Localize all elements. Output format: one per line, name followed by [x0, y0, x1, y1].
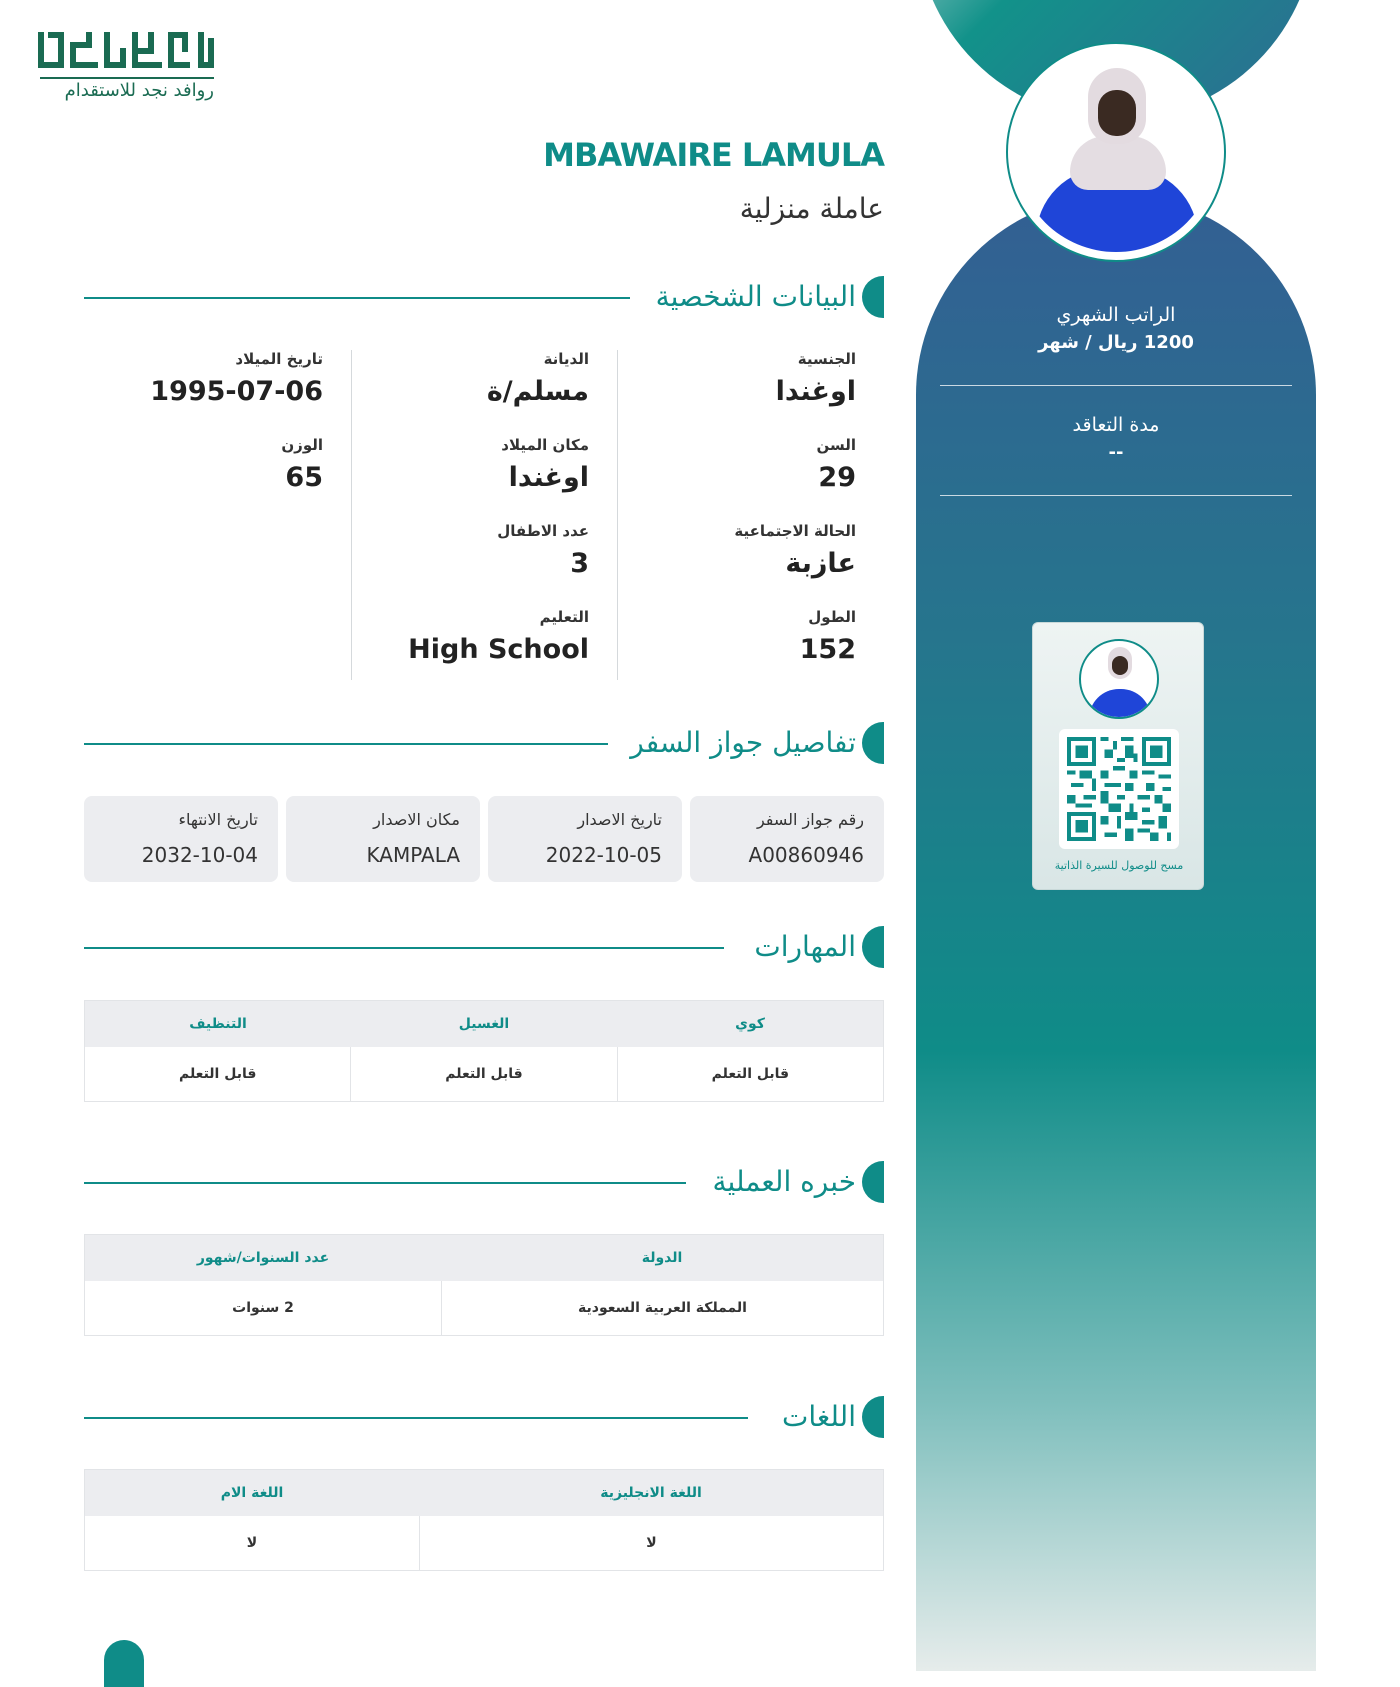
field-religion: الديانة مسلم/ة	[486, 350, 589, 407]
company-logo	[38, 28, 218, 108]
section-title: اللغات	[782, 1400, 856, 1433]
field-nationality: الجنسية اوغندا	[775, 350, 856, 407]
table-header: اللغة الانجليزية اللغة الام	[85, 1470, 883, 1516]
passport-number-card: رقم جواز السفر A00860946	[690, 796, 884, 882]
qr-code-icon[interactable]	[1059, 729, 1179, 849]
salary-block	[940, 304, 1292, 353]
contract-label: مدة التعاقد	[1072, 414, 1160, 436]
table-header: كوي الغسيل التنظيف	[85, 1001, 883, 1047]
qr-caption: مسح للوصول للسيرة الذاتية	[1054, 859, 1184, 872]
sidebar-divider	[940, 385, 1292, 386]
section-title: تفاصيل جواز السفر	[630, 726, 856, 759]
bottom-decoration	[104, 1640, 144, 1687]
candidate-name: MBAWAIRE LAMULA	[543, 136, 884, 174]
table-row: المملكة العربية السعودية 2 سنوات	[85, 1281, 883, 1335]
passport-expiry-card: تاريخ الانتهاء 2032-10-04	[84, 796, 278, 882]
skills-table	[84, 1000, 884, 1102]
personal-data-grid	[84, 350, 884, 680]
section-tab	[862, 276, 884, 318]
field-birth-place: مكان الميلاد اوغندا	[501, 436, 589, 493]
contract-block	[940, 414, 1292, 463]
salary-label: الراتب الشهري	[1056, 304, 1176, 326]
contract-value: --	[1108, 442, 1124, 463]
field-height: الطول 152	[799, 608, 856, 665]
field-marital-status: الحالة الاجتماعية عازبة	[734, 522, 856, 579]
section-header-personal	[84, 276, 884, 318]
qr-avatar	[1079, 639, 1159, 719]
section-tab	[862, 926, 884, 968]
personal-column	[352, 350, 618, 680]
field-weight: الوزن 65	[281, 436, 323, 493]
logo-mark-icon	[38, 28, 214, 74]
qr-card[interactable]	[1032, 622, 1204, 890]
profile-photo	[1006, 42, 1226, 262]
table-row: لا لا	[85, 1516, 883, 1570]
personal-column	[86, 350, 352, 680]
sidebar	[916, 0, 1316, 1671]
section-tab	[862, 1396, 884, 1438]
section-tab	[862, 1161, 884, 1203]
table-row: قابل التعلم قابل التعلم قابل التعلم	[85, 1047, 883, 1101]
field-age: السن 29	[816, 436, 856, 493]
field-birth-date: تاريخ الميلاد 1995-07-06	[150, 350, 323, 407]
table-header: الدولة عدد السنوات/شهور	[85, 1235, 883, 1281]
experience-table	[84, 1234, 884, 1336]
section-header-passport	[84, 722, 884, 764]
section-title: المهارات	[754, 930, 856, 963]
section-header-experience	[84, 1161, 884, 1203]
logo-tagline: روافد نجد للاستقدام	[64, 80, 214, 101]
section-title: البيانات الشخصية	[655, 280, 856, 313]
job-title: عاملة منزلية	[739, 192, 884, 225]
languages-table	[84, 1469, 884, 1571]
section-header-skills	[84, 926, 884, 968]
field-children: عدد الاطفال 3	[497, 522, 589, 579]
field-education: التعليم High School	[408, 608, 589, 665]
logo-rule	[40, 77, 214, 79]
section-title: خبره العملية	[712, 1165, 856, 1198]
personal-column	[618, 350, 884, 680]
section-header-languages	[84, 1396, 884, 1438]
sidebar-divider	[940, 495, 1292, 496]
passport-issue-date-card: تاريخ الاصدار 2022-10-05	[488, 796, 682, 882]
passport-issue-place-card: مكان الاصدار KAMPALA	[286, 796, 480, 882]
section-tab	[862, 722, 884, 764]
salary-value: 1200 ريال / شهر	[1038, 332, 1194, 353]
